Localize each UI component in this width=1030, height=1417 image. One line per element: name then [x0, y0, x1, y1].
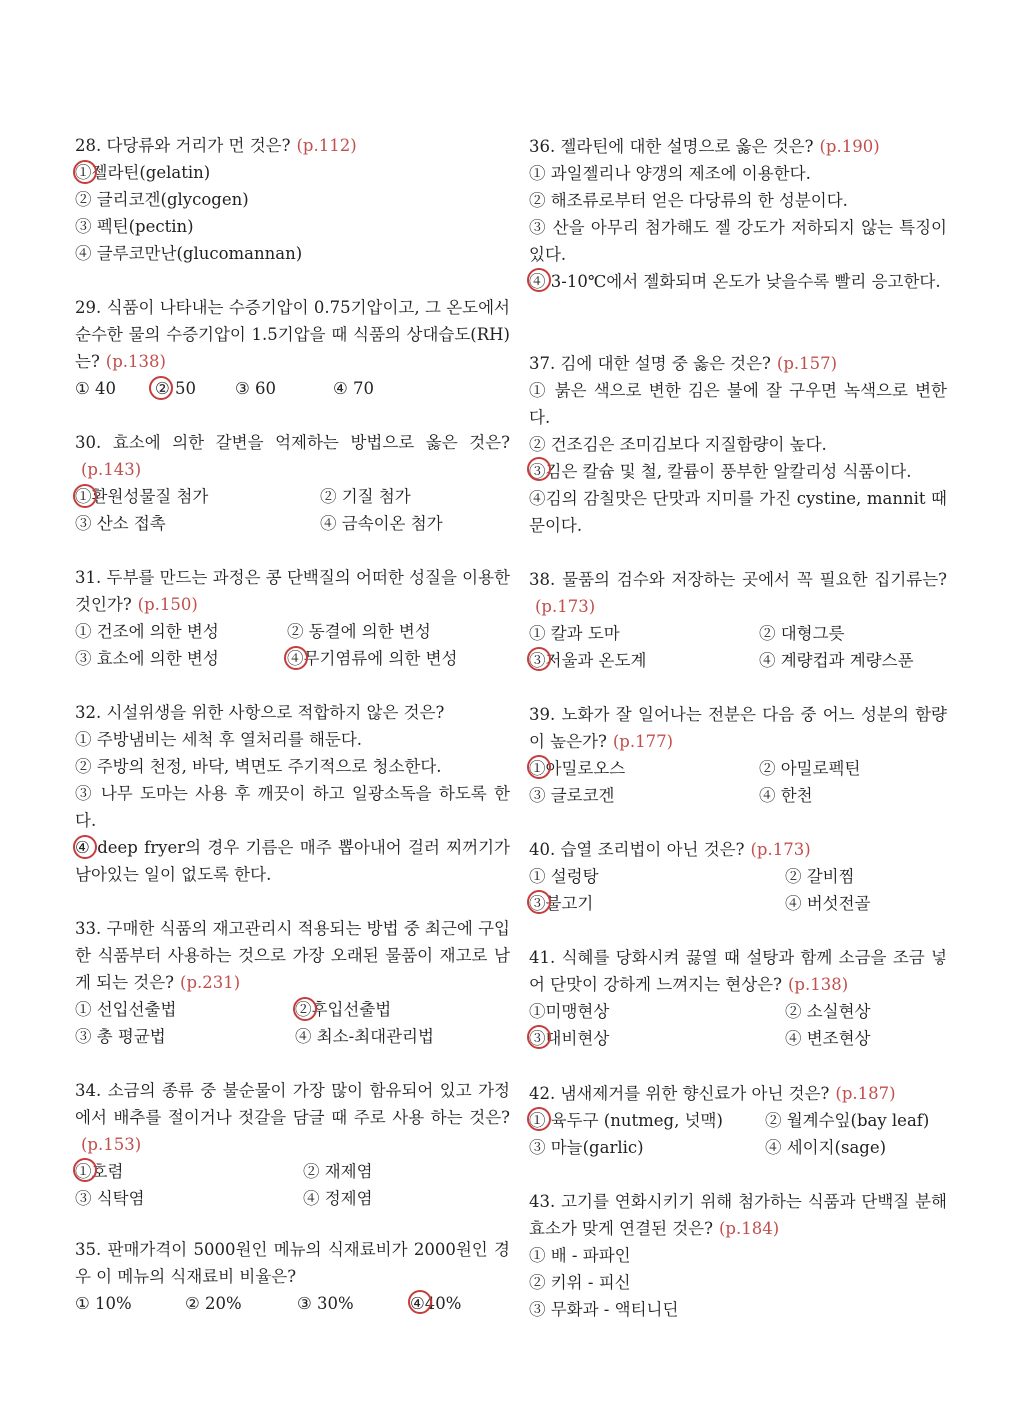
option-3[interactable]: ③ 산을 아무리 첨가해도 젤 강도가 저하되지 않는 특징이 있다. — [529, 218, 947, 264]
option-3[interactable]: ③ 나무 도마는 사용 후 깨끗이 하고 일광소독을 하도록 한다. — [75, 784, 510, 830]
option-3[interactable]: ③ 마늘(garlic) — [529, 1138, 644, 1157]
page-reference: (p.184) — [718, 1219, 780, 1238]
option-1[interactable]: ① 40 — [75, 379, 117, 398]
question-43 — [529, 1188, 947, 1323]
option-1[interactable]: ① 붉은 색으로 변한 김은 불에 잘 구우면 녹색으로 변한다. — [529, 381, 947, 427]
option-1-selected[interactable]: ① 육두구 (nutmeg, 넛맥) — [529, 1111, 723, 1130]
page-reference: (p.138) — [787, 975, 849, 994]
question-36 — [529, 133, 947, 295]
option-2[interactable]: ② 주방의 천정, 바닥, 벽면도 주기적으로 청소한다. — [75, 757, 442, 776]
question-35 — [75, 1236, 510, 1317]
option-4[interactable]: ④ 변조현상 — [785, 1029, 871, 1048]
option-4[interactable]: ④김의 감칠맛은 단맛과 지미를 가진 cystine, mannit 때문이다. — [529, 489, 947, 535]
question-29 — [75, 294, 510, 402]
option-1[interactable]: ① 과일젤리나 양갱의 제조에 이용한다. — [529, 164, 811, 183]
option-4-selected[interactable]: ④40% — [410, 1294, 462, 1313]
option-2-selected[interactable]: ② 50 — [155, 379, 197, 398]
option-1[interactable]: ① 설렁탕 — [529, 867, 599, 886]
page-reference: (p.112) — [296, 136, 357, 155]
question-stem: 31. 두부를 만드는 과정은 콩 단백질의 어떠한 성질을 이용한 것인가? — [75, 568, 510, 614]
question-30 — [75, 429, 510, 537]
page-reference: (p.138) — [105, 352, 166, 371]
option-2[interactable]: ② 월계수잎(bay leaf) — [765, 1111, 930, 1130]
question-stem: 33. 구매한 식품의 재고관리시 적용되는 방법 중 최근에 구입한 식품부터 사용하는 것으로 가장 오래된 물품이 재고로 남게 되는 것은? — [75, 919, 510, 992]
option-2[interactable]: ② 해조류로부터 얻은 다당류의 한 성분이다. — [529, 191, 848, 210]
page-reference: (p.231) — [180, 973, 241, 992]
option-3[interactable]: ③ 무화과 - 액티니딘 — [529, 1300, 679, 1319]
option-1-selected[interactable]: ①환원성물질 첨가 — [75, 487, 209, 506]
question-stem: 29. 식품이 나타내는 수증기압이 0.75기압이고, 그 온도에서 순수한 물의 수증기압이 1.5기압을 때 식품의 상대습도(RH)는? — [75, 298, 510, 371]
question-stem: 32. 시설위생을 위한 사항으로 적합하지 않은 것은? — [75, 703, 445, 722]
option-1[interactable]: ① 10% — [75, 1294, 132, 1313]
option-2[interactable]: ② 소실현상 — [785, 1002, 871, 1021]
option-3-selected[interactable]: ③대비현상 — [529, 1029, 610, 1048]
page-reference: (p.187) — [835, 1084, 896, 1103]
option-3[interactable]: ③ 펙틴(pectin) — [75, 217, 194, 236]
question-33 — [75, 915, 510, 1050]
option-4[interactable]: ④ 금속이온 첨가 — [320, 514, 443, 533]
option-4-selected[interactable]: ④무기염류에 의한 변성 — [287, 649, 458, 668]
option-3[interactable]: ③ 효소에 의한 변성 — [75, 649, 219, 668]
question-stem: 43. 고기를 연화시키기 위해 첨가하는 식품과 단백질 분해효소가 맞게 연결된 것은? — [529, 1192, 947, 1238]
question-42 — [529, 1080, 947, 1161]
option-2[interactable]: ② 갈비찜 — [785, 867, 855, 886]
option-1-selected[interactable]: ①젤라틴(gelatin) — [75, 163, 211, 182]
option-1[interactable]: ① 칼과 도마 — [529, 624, 620, 643]
page-reference: (p.150) — [137, 595, 198, 614]
option-3-selected[interactable]: ③불고기 — [529, 894, 594, 913]
question-37 — [529, 350, 947, 539]
option-2[interactable]: ② 기질 첨가 — [320, 487, 411, 506]
question-39 — [529, 701, 947, 809]
option-2[interactable]: ② 아밀로펙틴 — [759, 759, 861, 778]
page-reference: (p.190) — [819, 137, 880, 156]
option-2[interactable]: ② 건조김은 조미김보다 지질함량이 높다. — [529, 435, 827, 454]
page-reference: (p.143) — [81, 460, 142, 479]
option-4-selected[interactable]: ④ 3-10℃에서 젤화되며 온도가 낮을수록 빨리 응고한다. — [529, 272, 941, 291]
option-3[interactable]: ③ 글로코겐 — [529, 786, 615, 805]
question-41 — [529, 944, 947, 1052]
question-40 — [529, 836, 947, 917]
question-31 — [75, 564, 510, 672]
option-1[interactable]: ① 선입선출법 — [75, 1000, 177, 1019]
option-1[interactable]: ① 주방냄비는 세척 후 열처리를 해둔다. — [75, 730, 363, 749]
question-stem: 39. 노화가 잘 일어나는 전분은 다음 중 어느 성분의 함량이 높은가? — [529, 705, 947, 751]
option-2[interactable]: ② 키위 - 피신 — [529, 1273, 631, 1292]
option-4[interactable]: ④ 70 — [333, 379, 375, 398]
option-3-selected[interactable]: ③저울과 온도계 — [529, 651, 647, 670]
option-1[interactable]: ① 배 - 파파인 — [529, 1246, 631, 1265]
question-28 — [75, 132, 510, 267]
question-stem: 41. 식혜를 당화시켜 끓열 때 설탕과 함께 소금을 조금 넣어 단맛이 강하게 느껴지는 현상은? — [529, 948, 947, 994]
question-stem: 30. 효소에 의한 갈변을 억제하는 방법으로 옳은 것은? — [75, 433, 510, 452]
option-4[interactable]: ④ 세이지(sage) — [765, 1138, 887, 1157]
option-4[interactable]: ④ 최소-최대관리법 — [295, 1027, 434, 1046]
question-stem: 34. 소금의 종류 중 불순물이 가장 많이 함유되어 있고 가정에서 배추를 절이거나 젓갈을 담글 때 주로 사용 하는 것은? — [75, 1081, 510, 1127]
page-reference: (p.177) — [612, 732, 674, 751]
question-stem: 38. 물품의 검수와 저장하는 곳에서 꼭 필요한 집기류는? — [529, 570, 947, 589]
page-reference: (p.157) — [776, 354, 838, 373]
option-3[interactable]: ③ 산소 접촉 — [75, 514, 166, 533]
page-reference: (p.153) — [81, 1135, 142, 1154]
option-1-selected[interactable]: ①호렴 — [75, 1162, 124, 1181]
option-4[interactable]: ④ 계량컵과 계량스푼 — [759, 651, 914, 670]
option-2[interactable]: ② 20% — [185, 1294, 242, 1313]
option-2-selected[interactable]: ②후입선출법 — [295, 1000, 392, 1019]
option-4-selected[interactable]: ④ deep fryer의 경우 기름은 매주 뽑아내어 걸러 찌꺼기가 남아있는 일이 없도록 한다. — [75, 838, 510, 884]
option-3[interactable]: ③ 60 — [235, 379, 277, 398]
question-stem: 42. 냄새제거를 위한 향신료가 아닌 것은? — [529, 1084, 830, 1103]
option-4[interactable]: ④ 한천 — [759, 786, 813, 805]
option-2[interactable]: ② 재제염 — [303, 1162, 373, 1181]
question-stem: 28. 다당류와 거리가 먼 것은? — [75, 136, 291, 155]
option-1[interactable]: ①미맹현상 — [529, 1002, 610, 1021]
option-4[interactable]: ④ 글루코만난(glucomannan) — [75, 244, 303, 263]
question-32 — [75, 699, 510, 888]
question-stem: 40. 습열 조리법이 아닌 것은? — [529, 840, 745, 859]
option-3[interactable]: ③ 식탁염 — [75, 1189, 145, 1208]
option-2[interactable]: ② 동결에 의한 변성 — [287, 622, 431, 641]
page-reference: (p.173) — [750, 840, 811, 859]
option-1-selected[interactable]: ①아밀로오스 — [529, 759, 626, 778]
question-38 — [529, 566, 947, 674]
option-3[interactable]: ③ 총 평균법 — [75, 1027, 166, 1046]
option-2[interactable]: ② 글리코겐(glycogen) — [75, 190, 249, 209]
option-3-selected[interactable]: ③김은 칼슘 및 철, 칼륨이 풍부한 알칼리성 식품이다. — [529, 462, 912, 481]
option-2[interactable]: ② 대형그릇 — [759, 624, 845, 643]
option-4[interactable]: ④ 버섯전골 — [785, 894, 871, 913]
option-1[interactable]: ① 건조에 의한 변성 — [75, 622, 219, 641]
option-4[interactable]: ④ 정제염 — [303, 1189, 373, 1208]
question-stem: 37. 김에 대한 설명 중 옳은 것은? — [529, 354, 771, 373]
question-stem: 35. 판매가격이 5000원인 메뉴의 식재료비가 2000원인 경우 이 메뉴의 식재료비 비율은? — [75, 1240, 510, 1286]
option-3[interactable]: ③ 30% — [297, 1294, 354, 1313]
question-stem: 36. 젤라틴에 대한 설명으로 옳은 것은? — [529, 137, 814, 156]
question-34 — [75, 1077, 510, 1212]
page-reference: (p.173) — [535, 597, 596, 616]
